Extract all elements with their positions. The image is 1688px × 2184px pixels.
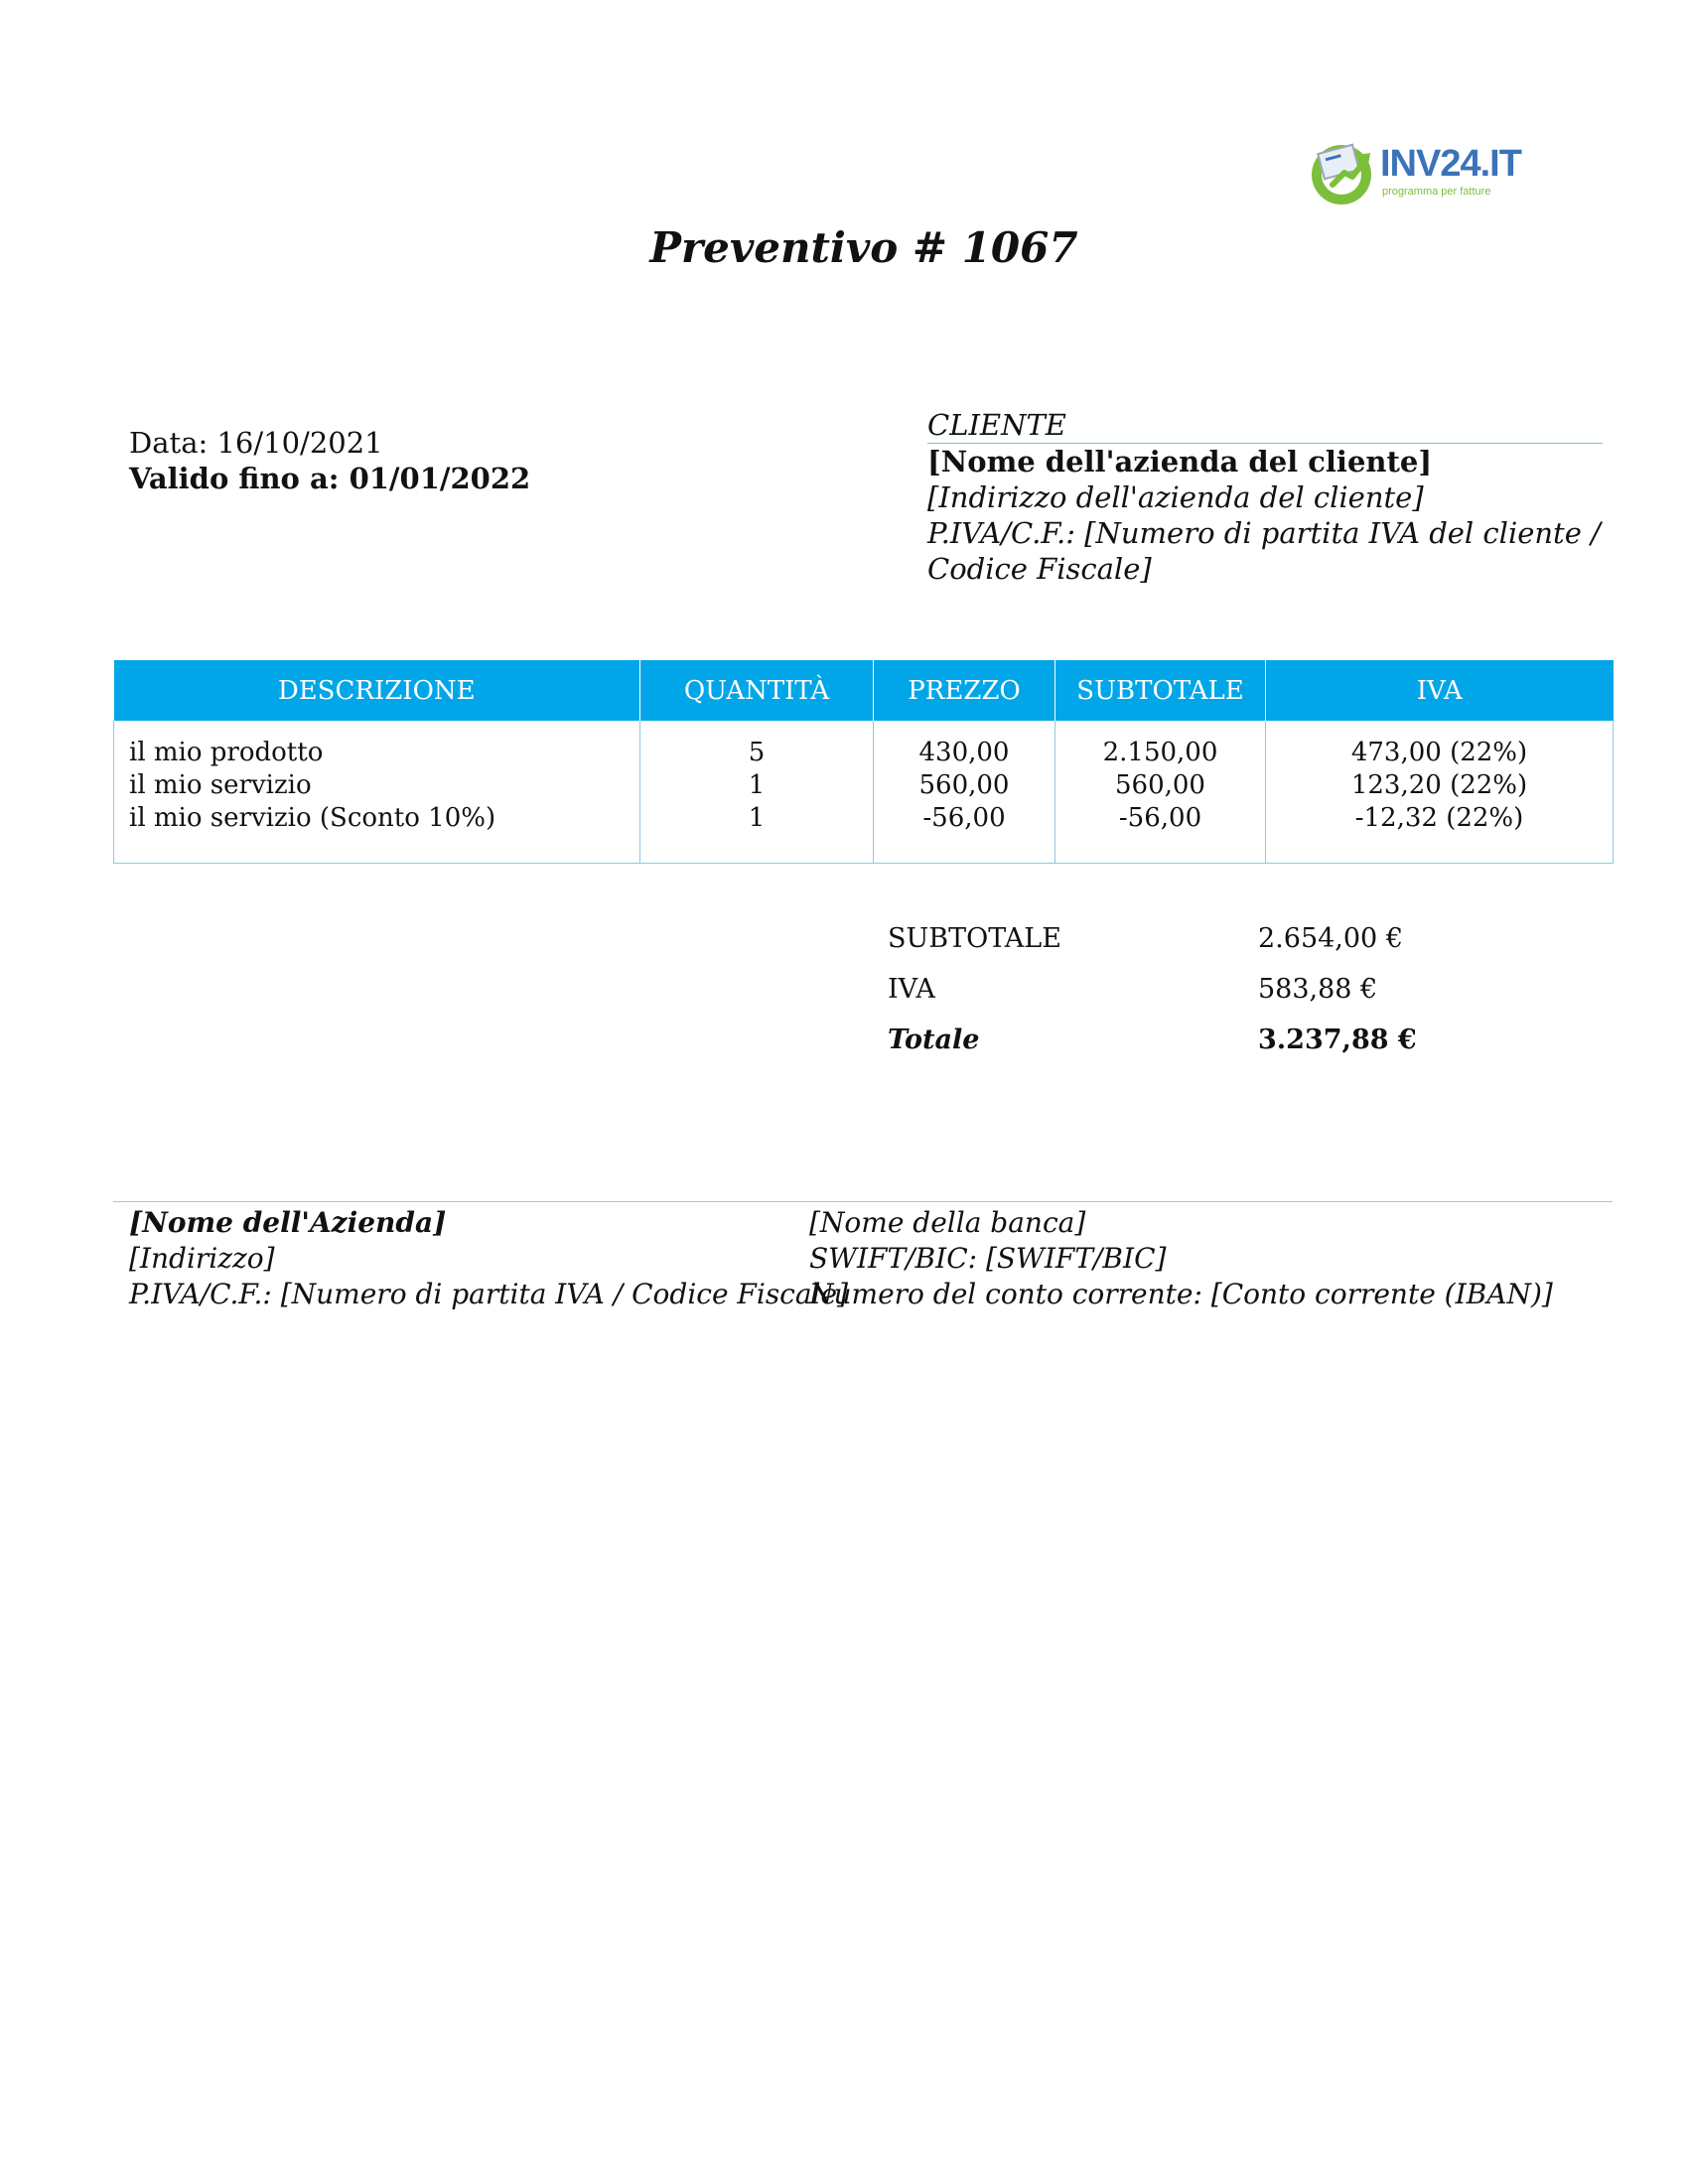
description-cell: [114, 721, 640, 864]
items-table: [113, 660, 1614, 864]
subtotal-cell: [1055, 721, 1266, 864]
client-block: [927, 407, 1603, 587]
totals-subtotal-row: [888, 923, 1444, 974]
footer-company-address: [Indirizzo]: [129, 1242, 275, 1275]
footer-company-vat: P.IVA/C.F.: [Numero di partita IVA / Codice Fiscale]: [129, 1278, 849, 1310]
footer-bank: [809, 1205, 1553, 1312]
row-subtotal: 2.150,00: [1102, 738, 1218, 767]
footer-divider: [113, 1201, 1613, 1202]
totals-block: [888, 923, 1444, 1075]
row-quantity: 5: [748, 738, 766, 767]
client-vat-line2: Codice Fiscale]: [927, 552, 1152, 586]
row-vat: 473,00 (22%): [1350, 738, 1528, 767]
quote-valid-until: Valido fino a: 01/01/2022: [129, 462, 531, 495]
row-subtotal: -56,00: [1118, 803, 1202, 833]
client-address: [Indirizzo dell'azienda del cliente]: [927, 480, 1424, 514]
row-vat: -12,32 (22%): [1354, 803, 1524, 833]
quote-dates: [129, 425, 530, 496]
logo-tagline: programma per fatture: [1382, 186, 1491, 198]
row-quantity: 1: [748, 803, 766, 833]
subtotal-value: 2.654,00 €: [1258, 923, 1403, 954]
row-price: -56,00: [922, 803, 1006, 833]
price-cell: [874, 721, 1055, 864]
row-price: 560,00: [918, 770, 1010, 800]
logo-emblem-icon: [1309, 137, 1378, 206]
footer-iban: Numero del conto corrente: [Conto corrente (IBAN)]: [809, 1278, 1553, 1310]
document-title: Preventivo # 1067: [649, 223, 1078, 272]
total-label: Totale: [888, 1024, 980, 1055]
client-vat-line1: P.IVA/C.F.: [Numero di partita IVA del cliente /: [927, 516, 1601, 550]
vat-label: IVA: [888, 974, 935, 1005]
footer-swift: SWIFT/BIC: [SWIFT/BIC]: [809, 1242, 1167, 1275]
client-name: [Nome dell'azienda del cliente]: [927, 445, 1433, 478]
totals-grand-row: [888, 1024, 1444, 1075]
client-label: CLIENTE: [927, 407, 1603, 444]
row-vat: 123,20 (22%): [1350, 770, 1528, 800]
header-vat: IVA: [1266, 660, 1614, 721]
quantity-cell: [640, 721, 874, 864]
table-header-row: [114, 660, 1614, 721]
company-logo: [1309, 137, 1521, 208]
row-description: il mio servizio: [129, 770, 312, 800]
vat-cell: [1266, 721, 1614, 864]
total-value: 3.237,88 €: [1258, 1024, 1417, 1055]
vat-value: 583,88 €: [1258, 974, 1378, 1005]
table-body-row: [114, 721, 1614, 864]
quote-date: Data: 16/10/2021: [129, 426, 383, 460]
row-price: 430,00: [918, 738, 1010, 767]
header-price: PREZZO: [874, 660, 1055, 721]
row-description: il mio servizio (Sconto 10%): [129, 803, 496, 833]
row-description: il mio prodotto: [129, 738, 324, 767]
footer-bank-name: [Nome della banca]: [809, 1206, 1086, 1239]
footer-company-name: [Nome dell'Azienda]: [129, 1206, 447, 1239]
footer-company: [129, 1205, 848, 1312]
subtotal-label: SUBTOTALE: [888, 923, 1061, 954]
header-quantity: QUANTITÀ: [640, 660, 874, 721]
totals-vat-row: [888, 974, 1444, 1024]
row-quantity: 1: [748, 770, 766, 800]
header-description: DESCRIZIONE: [114, 660, 640, 721]
logo-brand-text: INV24.IT: [1380, 143, 1521, 185]
header-subtotal: SUBTOTALE: [1055, 660, 1266, 721]
row-subtotal: 560,00: [1115, 770, 1205, 800]
